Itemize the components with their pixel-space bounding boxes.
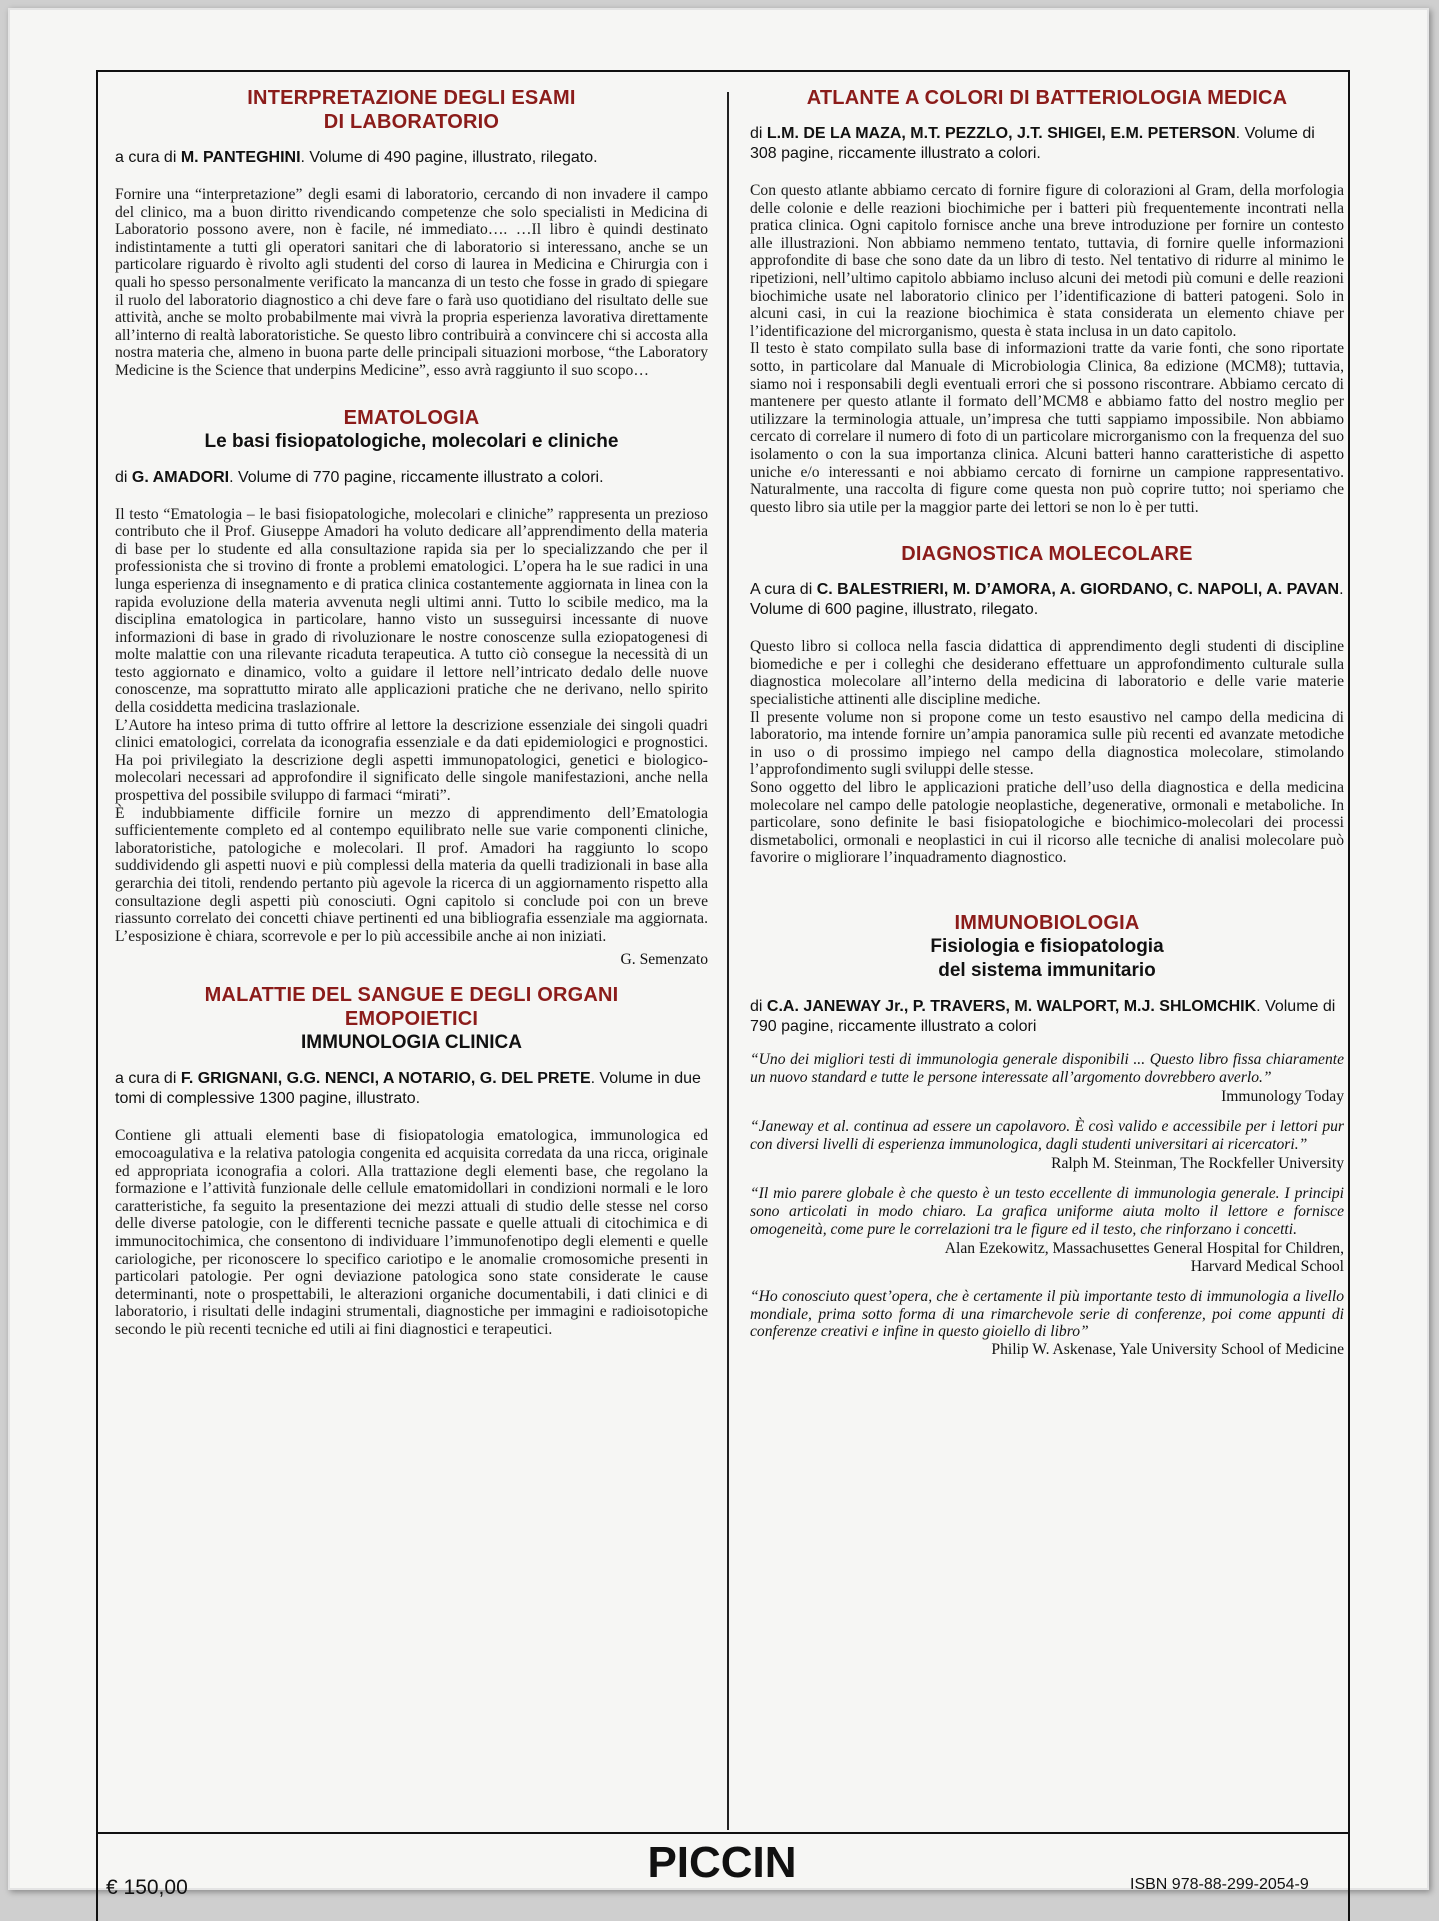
review-quote: “Uno dei migliori testi di immunologia generale disponibili ... Questo libro fissa chiaramente un nuovo standard e tutte le persone interessate all’argomento dovrebbero averlo.” — [750, 1051, 1344, 1086]
book-interpretazione — [115, 86, 708, 380]
price-label: € 150,00 — [106, 1876, 188, 1899]
book-title: EMATOLOGIA — [343, 406, 480, 429]
review-source: Philip W. Askenase, Yale University School of Medicine — [991, 1340, 1344, 1358]
book-malattie — [115, 983, 708, 1338]
book-immunobiologia — [750, 911, 1344, 1359]
book-title: INTERPRETAZIONE DEGLI ESAMI DI LABORATORIO — [247, 87, 576, 133]
book-description: Con questo atlante abbiamo cercato di fornire figure di colorazioni al Gram, della morfologia delle colonie e delle reazioni biochimiche per i batteri più frequentemente incontrati nella pratica clinica. Ogni capitolo fornisce anche una breve introduzione per fornire un contesto alle illustrazioni. Non abbiamo nemmeno tentato, tuttavia, di fornire quelle informazioni approfondite di base che sono date da un libro di testo. Nel tentativo di ridurre al minimo le ripetizioni, nell’ultimo capitolo abbiamo incluso alcuni dei metodi più comuni e delle reazioni biochimiche usate nel laboratorio clinico per l’identificazione di batteri patogeni. Solo in alcuni casi, in cui la reazione biochimica è stata considerata un elemento chiave per l’identificazione del microrganismo, questa è stata inclusa in un dato capitolo. — [750, 182, 1344, 340]
review-quote: “Janeway et al. continua ad essere un capolavoro. È così valido e accessibile per i lettori pur con diversi livelli di esperienza immunologica, dagli studenti universitari ai ricercatori.” — [750, 1118, 1344, 1153]
isbn-label: ISBN 978-88-299-2054-9 — [1130, 1876, 1309, 1893]
book-description-2: L’Autore ha inteso prima di tutto offrire al lettore la descrizione essenziale dei singoli quadri clinici ematologici, correlata da iconografia essenziale e da dati epidemiologici e prognostici. Ha poi privilegiato la descrizione degli aspetti immunopatologici, genetici e biologico-molecolari necessari ad approfondire il significato delle singole manifestazioni, anche nella prospettiva del possibile sviluppo di farmaci “mirati”. — [115, 716, 708, 805]
book-byline: a cura di M. PANTEGHINI. Volume di 490 pagine, illustrato, rilegato. — [115, 149, 598, 166]
book-title: DIAGNOSTICA MOLECOLARE — [901, 543, 1193, 566]
column-divider — [727, 92, 729, 1830]
book-description-2: Il presente volume non si propone come un testo esaustivo nel campo della medicina di laboratorio, ma intende fornire un’ampia panoramica sulle più recenti ed avanzate metodiche in uso o di prossimo impiego nel campo della diagnostica molecolare, stimolando l’approfondimento sugli sviluppi delle stesse. — [750, 708, 1344, 779]
book-title: ATLANTE A COLORI DI BATTERIOLOGIA MEDICA — [806, 87, 1288, 109]
book-description-3: È indubbiamente difficile fornire un mezzo di apprendimento dell’Ematologia sufficientemente completo ed al contempo equilibrato nelle sue varie componenti cliniche, laboratoristiche, patologiche e molecolari. Il prof. Amadori ha raggiunto lo scopo suddividendo gli aspetti nuovi e più complessi della materia da quelli tradizionali in base alla gerarchia dei titoli, rendendo pertanto più agevole la ricerca di un aggiornamento rispetto alla consultazione degli aspetti più conosciuti. Ogni capitolo si conclude poi con un breve riassunto correlato dei concetti chiave pertinenti ed una bibliografia essenziale ma aggiornata. L’esposizione è chiara, scorrevole e per lo più accessibile anche ai non iniziati. — [115, 804, 708, 945]
review-source: Alan Ezekowitz, Massachusettes General Hospital for Children, Harvard Medical School — [944, 1240, 1344, 1276]
review-source: Immunology Today — [1221, 1088, 1344, 1106]
book-byline: A cura di C. BALESTRIERI, M. D’AMORA, A. GIORDANO, C. NAPOLI, A. PAVAN. Volume di 600 pagine, illustrato, rilegato. — [750, 581, 1344, 619]
book-subtitle: Fisiologia e fisiopatologia del sistema immunitario — [930, 936, 1164, 981]
review-signature: G. Semenzato — [620, 951, 708, 969]
left-column — [115, 86, 708, 1339]
book-description: Questo libro si colloca nella fascia didattica di apprendimento degli studenti di discipline biomediche e per i colleghi che desiderano effettuare un approfondimento culturale sulla diagnostica molecolare all’interno della medicina di laboratorio e delle varie materie specialistiche attinenti alle discipline mediche. — [750, 638, 1344, 709]
book-subtitle: Le basi fisiopatologiche, molecolari e cliniche — [204, 430, 619, 452]
review-quote: “Ho conosciuto quest’opera, che è certamente il più importante testo di immunologia a livello mondiale, prima sotto forma di una rimarchevole serie di conferenze, poi come appunti di conferenze creativi e infine in questo gioiello di libro” — [750, 1288, 1344, 1341]
book-description: Fornire una “interpretazione” degli esami di laboratorio, cercando di non invadere il campo del clinico, ma a buon diritto rivendicando competenze che solo specialisti in Medicina di Laboratorio possono avere, non è facile, né immediato…. …Il libro è quindi destinato indistintamente a tutti gli operatori sanitari che di laboratorio si interessano, anche se un particolare riguardo è rivolto agli studenti del corso di laurea in Medicina e Chirurgia con i quali ho spesso personalmente verificato la mancanza di un testo che fosse in grado di spiegare il ruolo del laboratorio diagnostico a chi deve fare o farà uso quotidiano del risultato delle sue attività, anche se molto probabilmente mai vivrà la propria esperienza lavorativa direttamente all’interno di realtà laboratoristiche. Se questo libro contribuirà a convincere chi si accosta alla nostra materia che, almeno in buona parte delle principali situazioni morbose, “the Laboratory Medicine is the Science that underpins Medicine”, esso avrà raggiunto il suo scopo… — [115, 186, 708, 379]
review-source: Ralph M. Steinman, The Rockfeller University — [1051, 1155, 1344, 1173]
publisher-logo: PICCIN — [647, 1838, 797, 1887]
book-description: Il testo “Ematologia – le basi fisiopatologiche, molecolari e cliniche” rappresenta un prezioso contributo che il Prof. Giuseppe Amadori ha voluto dedicare all’apprendimento della materia di base per lo studente ed alla consultazione rapida sia per lo specializzando che per il professionista che si trovino di fronte a problemi ematologici. L’opera ha le sue radici in una lunga esperienza di insegnamento e di pratica clinica costantemente aggiornata in linea con la rapida evoluzione della materia avvenuta negli ultimi anni. Tutto lo scibile medico, ma la disciplina ematologica in particolare, hanno visto un susseguirsi incessante di nuove informazioni di base in grado di rivoluzionare le nostre conoscenze sulla eziopatogenesi di molte malattie con una rilevante ricaduta terapeutica. A tutto ciò consegue la necessità di un testo aggiornato e dinamico, volto a guidare il lettore nell’intricato dedalo delle nuove conoscenze, ma soprattutto mirato alle applicazioni pratiche che ne derivano, nello spirito della cosiddetta medicina traslazionale. — [115, 505, 708, 717]
book-ematologia — [115, 406, 708, 970]
book-byline: di G. AMADORI. Volume di 770 pagine, riccamente illustrato a colori. — [115, 468, 604, 486]
book-description: Contiene gli attuali elementi base di fisiopatologia ematologica, immunologica ed emocoagulativa e la relativa patologia congenita ed acquisita corredata da una ricca, originale ed appropriata iconografia a colori. Alla trattazione degli elementi base, che regolano la formazione e l’attività funzionale delle cellule ematomidollari in condizioni normali e le loro caratteristiche, fa seguito la presentazione dei mezzi attuali di studio delle stesse nel corso delle diverse patologie, con le differenti tecniche passate e quelle attuali di citochimica e di immunocitochimica, che consentono di individuare l’immunofenotipo degli elementi e quelle cariologiche, per riconoscere lo specifico cariotipo e le anomalie cromosomiche presenti in particolari patologie. Per ogni deviazione patologica sono state considerate le cause determinanti, note o prospettabili, le alterazioni organiche documentabili, i dati clinici e di laboratorio, i risultati delle indagini strumentali, diagnostiche per immagini e radioisotopiche secondo le più recenti tecniche ed utili ai fini diagnostici e terapeutici. — [115, 1127, 708, 1338]
footer-rule — [96, 1832, 1348, 1834]
review-quote: “Il mio parere globale è che questo è un testo eccellente di immunologia generale. I principi sono articolati in modo chiaro. La grafica uniforme aiuta molto il lettore e fornisce omogeneità, come pure le correlazioni tra le figure ed il testo, che rinforzano i concetti. — [750, 1185, 1344, 1238]
book-byline: di L.M. DE LA MAZA, M.T. PEZZLO, J.T. SHIGEI, E.M. PETERSON. Volume di 308 pagine, riccamente illustrato a colori. — [750, 125, 1315, 162]
book-title: MALATTIE DEL SANGUE E DEGLI ORGANI EMOPOIETICI — [204, 984, 619, 1031]
book-byline: di C.A. JANEWAY Jr., P. TRAVERS, M. WALPORT, M.J. SHLOMCHIK. Volume di 790 pagine, riccamente illustrato a colori — [750, 998, 1336, 1035]
book-description-2: Il testo è stato compilato sulla base di informazioni tratte da varie fonti, che sono riportate sotto, in particolare dal Manuale di Microbiologia Clinica, 8a edizione (MCM8); tuttavia, siamo noi i responsabili degli eventuali errori che si possono riscontrare. Abbiamo cercato di mantenere per questo atlante il formato dell’MCM8 e abbiamo fatto del nostro meglio per utilizzare la terminologia attuale, un’impresa che tutti sappiamo impossibile. Non abbiamo cercato di correlare il numero di foto di un particolare microrganismo con la frequenza del suo isolamento o con la sua importanza clinica. Alcuni batteri hanno caratteristiche di aspetto uniche e/o interessanti e noi abbiamo cercato di fornirne un campione rappresentativo. Naturalmente, una raccolta di figure come questa non può coprire tutto; noi speriamo che questo libro sia utile per la maggior parte dei lettori se non lo è per tutti. — [750, 340, 1344, 516]
book-subtitle: IMMUNOLOGIA CLINICA — [301, 1032, 522, 1054]
book-atlante — [750, 86, 1344, 516]
book-diagnostica — [750, 542, 1344, 867]
book-byline: a cura di F. GRIGNANI, G.G. NENCI, A NOTARIO, G. DEL PRETE. Volume in due tomi di complessive 1300 pagine, illustrato. — [115, 1070, 701, 1108]
book-description-3: Sono oggetto del libro le applicazioni pratiche dell’uso della diagnostica e della medicina molecolare nel campo delle patologie neoplastiche, degenerative, ormonali e metaboliche. In particolare, sono definite le basi fisiopatologiche e biochimico-molecolari dei processi dismetabolici, ormonali e neoplastici in cui il ricorso alle tecniche di analisi molecolare può favorire o migliorare l’inquadramento diagnostico. — [750, 779, 1344, 867]
book-title: IMMUNOBIOLOGIA — [954, 912, 1140, 934]
right-column — [750, 86, 1344, 1371]
